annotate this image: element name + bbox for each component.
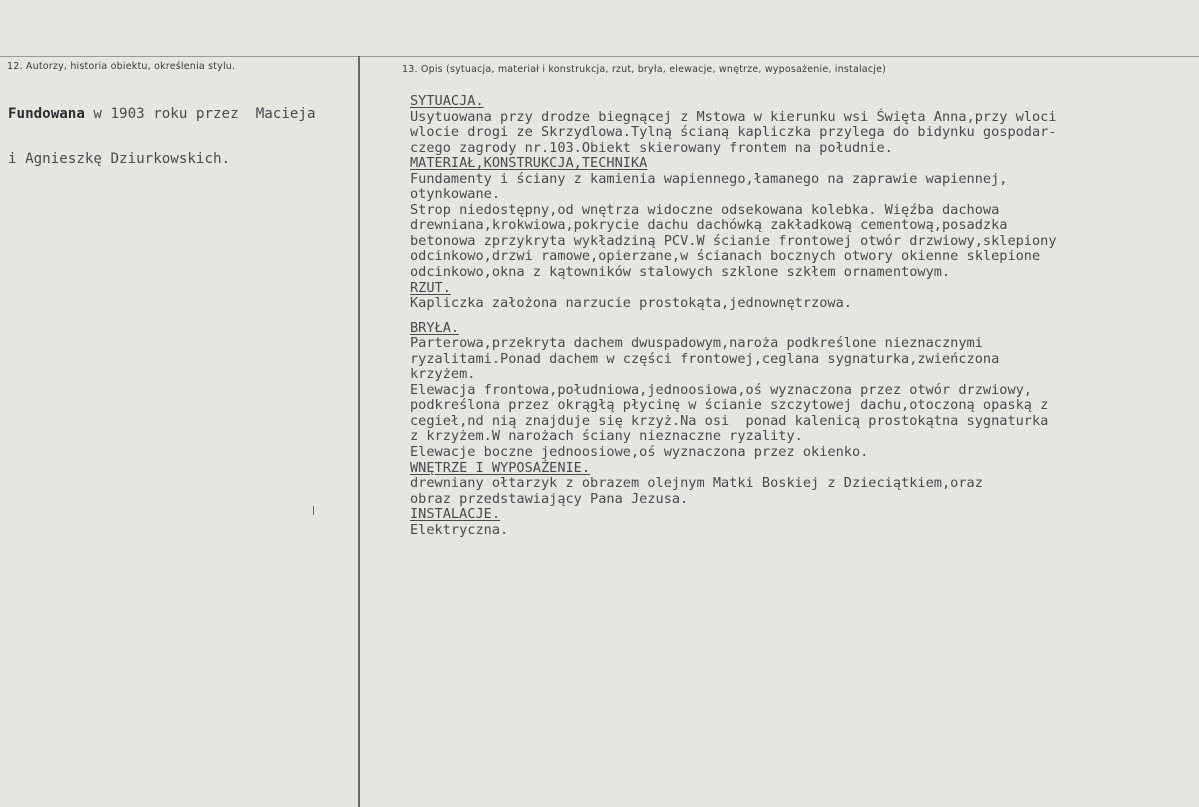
pencil-mark	[313, 506, 314, 515]
body-line: otynkowane.	[410, 186, 501, 203]
body-line: wlocie drogi ze Skrzydlowa.Tylną ścianą kapliczka przylega do bidynku gospodar-	[410, 124, 1057, 141]
body-line: drewniana,krokwiowa,pokrycie dachu dachówką zakładkową cementową,posadzka	[410, 217, 1008, 234]
left-line-prefix: Fundowana	[8, 106, 85, 122]
section-heading: WNĘTRZE I WYPOSAŻENIE.	[410, 459, 591, 476]
body-line: Fundamenty i ściany z kamienia wapiennego,łamanego na zaprawie wapiennej,	[410, 170, 1008, 187]
body-line: Elewacje boczne jednoosiowe,oś wyznaczona przez okienko.	[410, 444, 869, 461]
body-line: Elektryczna.	[410, 521, 509, 538]
body-line: czego zagrody nr.103.Obiekt skierowany frontem na południe.	[410, 139, 893, 156]
body-line: z krzyżem.W narożach ściany nieznaczne ryzality.	[410, 428, 803, 445]
body-line: Elewacja frontowa,południowa,jednoosiowa,oś wyznaczona przez otwór drzwiowy,	[410, 381, 1032, 398]
column-divider	[358, 56, 360, 807]
body-line: Strop niedostępny,od wnętrza widoczne odsekowana kolebka. Więźba dachowa	[410, 201, 1000, 218]
body-line: Usytuowana przy drodze biegnącej z Mstowa w kierunku wsi Święta Anna,przy wloci	[410, 108, 1057, 125]
top-rule	[0, 56, 1199, 57]
body-line: podkreślona przez okrągłą płycinę w ścianie szczytowej dachu,otoczoną opaską z	[410, 397, 1049, 414]
section-heading: SYTUACJA.	[410, 93, 484, 109]
body-line: betonowa zprzykryta wykładziną PCV.W ścianie frontowej otwór drzwiowy,sklepiony	[410, 232, 1057, 249]
section-heading: MATERIAŁ,KONSTRUKCJA,TECHNIKA	[410, 155, 648, 172]
body-line: Kapliczka założona narzucie prostokąta,jednownętrzowa.	[410, 295, 852, 312]
body-line: odcinkowo,okna z kątowników stalowych szklone szkłem ornamentowym.	[410, 264, 951, 281]
body-line: krzyżem.	[410, 366, 476, 383]
field-label-13: 13. Opis (sytuacja, materiał i konstrukcja, rzut, bryła, elewacje, wnętrze, wyposażenie, instalacje)	[402, 64, 887, 75]
section-heading: BRYŁA.	[410, 319, 460, 336]
left-line	[8, 152, 316, 167]
body-line: odcinkowo,drzwi ramowe,opierzane,w ścianach bocznych otwory okienne sklepione	[410, 248, 1041, 265]
body-line: cegieł,nd nią znajduje się krzyż.Na osi ponad kalenicą prostokątna sygnaturka	[410, 412, 1049, 429]
left-line-text: w 1903 roku przez Macieja	[84, 106, 316, 122]
left-line	[8, 107, 316, 122]
left-line-text: i Agnieszkę Dziurkowskich.	[8, 151, 231, 167]
line-gap	[410, 312, 1196, 321]
section-heading: INSTALACJE.	[410, 506, 501, 523]
left-column-text	[8, 77, 316, 197]
body-line: ryzalitami.Ponad dachem w części frontowej,ceglana sygnaturka,zwieńczona	[410, 350, 1000, 367]
field-label-12: 12. Autorzy, historia obiektu, określenia stylu.	[7, 61, 236, 72]
body-line: drewniany ołtarzyk z obrazem olejnym Matki Boskiej z Dzieciątkiem,oraz	[410, 475, 983, 492]
body-line: obraz przedstawiający Pana Jezusa.	[410, 490, 689, 507]
right-column-text	[410, 94, 1196, 538]
section-heading: RZUT.	[410, 279, 451, 296]
body-line: Parterowa,przekryta dachem dwuspadowym,naroża podkreślone nieznacznymi	[410, 335, 983, 352]
